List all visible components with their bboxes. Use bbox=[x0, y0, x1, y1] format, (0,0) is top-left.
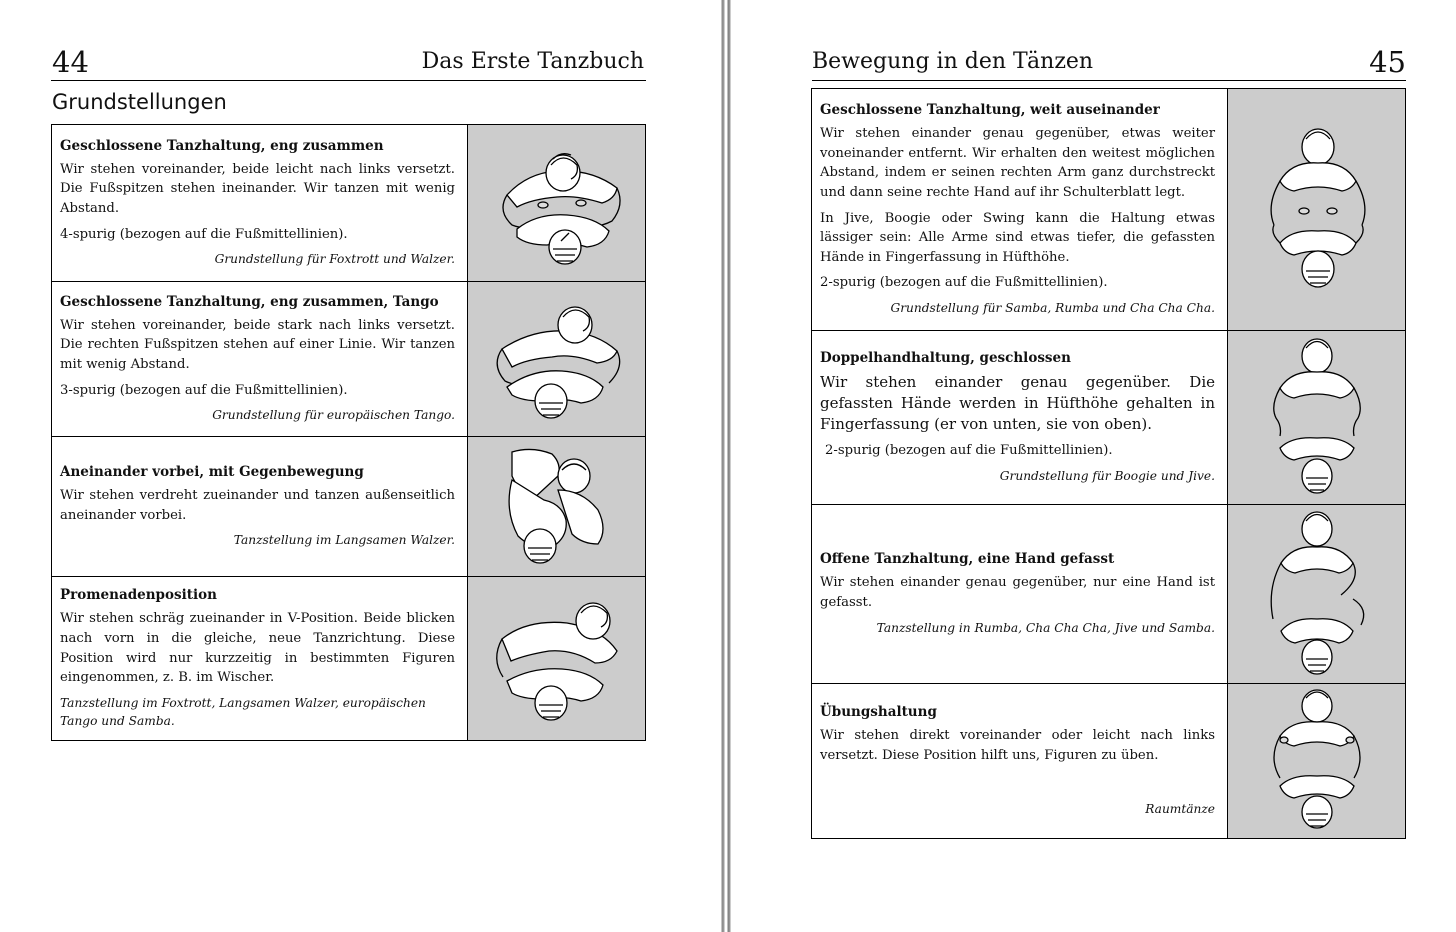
row-footnote: Grundstellung für Boogie und Jive. bbox=[999, 468, 1215, 483]
row-text bbox=[812, 684, 1228, 838]
row-footnote: Tanzstellung im Langsamen Walzer. bbox=[233, 533, 455, 548]
running-title: Bewegung in den Tänzen bbox=[812, 49, 1094, 74]
row-paragraph: Wir stehen einander genau gegenüber, etwas weiter voneinander entfernt. Wir erhalten den weitest möglichen Abstand, indem er seinen rechten Arm ganz durchstreckt und dann seine rechte Hand auf ihr Schulterblatt legt. bbox=[820, 126, 1215, 200]
row-footnote: Tanzstellung in Rumba, Cha Cha Cha, Jive und Samba. bbox=[876, 620, 1215, 635]
row-footnote: Tanzstellung im Foxtrott, Langsamen Walzer, europäischen Tango und Samba. bbox=[60, 695, 426, 728]
row-paragraph: 3-spurig (bezogen auf die Fußmittellinien). bbox=[60, 382, 348, 398]
row-heading: Geschlossene Tanzhaltung, eng zusammen bbox=[60, 137, 384, 154]
row-paragraph: Wir stehen direkt voreinander oder leicht nach links versetzt. Diese Position hilft uns, Figuren zu üben. bbox=[820, 728, 1215, 763]
table-row bbox=[52, 436, 645, 576]
couple-top-view-icon bbox=[1262, 336, 1372, 500]
row-paragraph: 2-spurig (bezogen auf die Fußmittellinien). bbox=[820, 275, 1108, 291]
row-text bbox=[812, 89, 1228, 330]
row-paragraph: Wir stehen verdreht zueinander und tanzen außenseitlich aneinander vorbei. bbox=[60, 487, 455, 523]
row-paragraph: Wir stehen voreinander, beide leicht nach links versetzt. Die Fußspitzen stehen ineinander. Wir tanzen mit wenig Abstand. bbox=[60, 161, 455, 216]
page-number: 45 bbox=[1369, 45, 1406, 79]
positions-table bbox=[811, 88, 1406, 839]
right-page bbox=[734, 0, 1456, 932]
couple-top-view-icon bbox=[1252, 125, 1382, 295]
table-row bbox=[52, 125, 645, 281]
row-paragraph: 2-spurig (bezogen auf die Fußmittellinien). bbox=[825, 443, 1113, 459]
section-title: Grundstellungen bbox=[52, 90, 227, 114]
row-text bbox=[812, 505, 1228, 683]
row-text bbox=[52, 577, 468, 740]
row-heading: Offene Tanzhaltung, eine Hand gefasst bbox=[820, 551, 1115, 568]
dance-figure-illustration bbox=[1228, 331, 1405, 504]
row-text bbox=[812, 331, 1228, 504]
table-row bbox=[812, 683, 1405, 838]
left-running-header bbox=[51, 44, 646, 81]
dance-figure-illustration bbox=[468, 577, 645, 740]
row-footnote: Raumtänze bbox=[1145, 801, 1215, 816]
row-heading: Übungshaltung bbox=[820, 704, 937, 721]
book-gutter bbox=[718, 0, 734, 932]
right-running-header bbox=[812, 44, 1406, 81]
dance-figure-illustration bbox=[1228, 505, 1405, 683]
table-row bbox=[812, 504, 1405, 683]
row-text bbox=[52, 125, 468, 281]
page-number: 44 bbox=[52, 45, 89, 79]
row-footnote: Grundstellung für europäischen Tango. bbox=[212, 408, 455, 423]
table-row bbox=[812, 330, 1405, 504]
table-row bbox=[52, 281, 645, 436]
dance-figure-illustration bbox=[1228, 684, 1405, 838]
row-paragraph: 4-spurig (bezogen auf die Fußmittellinien). bbox=[60, 226, 348, 242]
row-heading: Geschlossene Tanzhaltung, weit auseinander bbox=[820, 102, 1160, 119]
dance-figure-illustration bbox=[468, 125, 645, 281]
couple-top-view-icon bbox=[477, 133, 637, 273]
left-page bbox=[0, 0, 718, 932]
row-paragraph: Wir stehen voreinander, beide stark nach links versetzt. Die rechten Fußspitzen stehen auf einer Linie. Wir tanzen mit wenig Abstand. bbox=[60, 317, 455, 372]
row-paragraph: Wir stehen schräg zueinander in V-Position. Beide blicken nach vorn in die gleiche, neue Tanzrichtung. Diese Position wird nur kurzzeitig in bestimmten Figuren eingenommen, z. B. im Wischer. bbox=[60, 611, 455, 686]
couple-top-view-icon bbox=[477, 289, 637, 429]
row-paragraph: Wir stehen einander genau gegenüber, nur eine Hand ist gefasst. bbox=[820, 575, 1215, 610]
row-heading: Geschlossene Tanzhaltung, eng zusammen, Tango bbox=[60, 293, 439, 310]
dance-figure-illustration bbox=[468, 282, 645, 436]
couple-top-view-icon bbox=[1257, 509, 1377, 679]
positions-table bbox=[51, 124, 646, 741]
table-row bbox=[812, 89, 1405, 330]
row-text bbox=[52, 282, 468, 436]
row-paragraph: In Jive, Boogie oder Swing kann die Haltung etwas lässiger sein: Alle Arme sind etwas tiefer, die gefassten Hände in Fingerfassung in Hüfthöhe. bbox=[820, 210, 1215, 265]
dance-figure-illustration bbox=[468, 437, 645, 576]
running-title: Das Erste Tanzbuch bbox=[421, 49, 644, 74]
row-text bbox=[52, 437, 468, 576]
row-heading: Promenadenposition bbox=[60, 587, 217, 604]
couple-top-view-icon bbox=[1262, 688, 1372, 834]
row-heading: Aneinander vorbei, mit Gegenbewegung bbox=[60, 463, 364, 480]
row-heading: Doppelhandhaltung, geschlossen bbox=[820, 350, 1071, 367]
couple-top-view-icon bbox=[477, 589, 637, 729]
row-paragraph: Wir stehen einander genau gegenüber. Die gefassten Hände werden in Hüfthöhe gehalten in Fingerfassung (er von unten, sie von oben). bbox=[820, 373, 1215, 434]
row-footnote: Grundstellung für Samba, Rumba und Cha Cha Cha. bbox=[890, 300, 1215, 315]
dance-figure-illustration bbox=[1228, 89, 1405, 330]
couple-top-view-icon bbox=[482, 440, 632, 574]
row-footnote: Grundstellung für Foxtrott und Walzer. bbox=[214, 252, 455, 267]
table-row bbox=[52, 576, 645, 740]
